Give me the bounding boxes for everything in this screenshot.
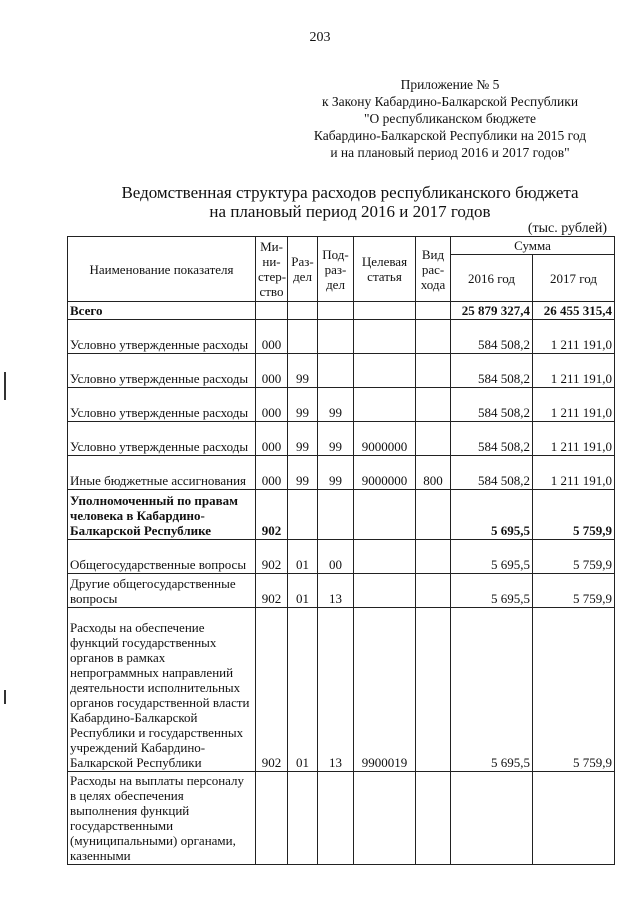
cell-subsection: 99: [318, 456, 354, 490]
cell-target: [354, 302, 416, 320]
cell-section: [288, 320, 318, 354]
table-row: [68, 574, 615, 608]
cell-name: Всего: [68, 302, 256, 320]
appendix-line: Приложение № 5: [400, 77, 500, 92]
table-row: [68, 354, 615, 388]
cell-name: Иные бюджетные ассигнования: [68, 456, 256, 490]
cell-name: Расходы на обеспечение функций государственных органов в рамках непрограммных направлений деятельности исполнительных органов государственной власти Кабардино-Балкарской Республики и государственных учреждений Кабардино-Балкарской Республики: [68, 608, 256, 772]
cell-name: Условно утвержденные расходы: [68, 422, 256, 456]
cell-name: Другие общегосударственные вопросы: [68, 574, 256, 608]
cell-y2016: 5 695,5: [451, 608, 533, 772]
header-section: Раз-дел: [288, 237, 318, 302]
cell-type: [416, 540, 451, 574]
table-row: [68, 456, 615, 490]
header-ministry: Ми-ни-стер-ство: [256, 237, 288, 302]
cell-ministry: 000: [256, 388, 288, 422]
cell-y2016: 584 508,2: [451, 320, 533, 354]
cell-y2017: 5 759,9: [533, 540, 615, 574]
cell-y2017: 1 211 191,0: [533, 320, 615, 354]
cell-y2016: 5 695,5: [451, 540, 533, 574]
cell-section: 01: [288, 608, 318, 772]
table-row: [68, 388, 615, 422]
header-name: Наименование показателя: [68, 237, 256, 302]
cell-y2017: 5 759,9: [533, 574, 615, 608]
units-label: (тыс. рублей): [527, 221, 607, 236]
cell-section: 01: [288, 574, 318, 608]
cell-type: 800: [416, 456, 451, 490]
cell-section: 99: [288, 456, 318, 490]
cell-type: [416, 320, 451, 354]
cell-name: Условно утвержденные расходы: [68, 354, 256, 388]
table-row: [68, 320, 615, 354]
cell-ministry: 902: [256, 574, 288, 608]
cell-subsection: 99: [318, 388, 354, 422]
cell-section: 99: [288, 388, 318, 422]
cell-ministry: 902: [256, 490, 288, 540]
cell-y2016: 584 508,2: [451, 422, 533, 456]
cell-y2017: 1 211 191,0: [533, 422, 615, 456]
title-line: на плановый период 2016 и 2017 годов: [209, 202, 491, 221]
cell-type: [416, 490, 451, 540]
cell-subsection: 99: [318, 422, 354, 456]
header-sum: Сумма: [451, 237, 615, 255]
cell-target: 9900019: [354, 608, 416, 772]
document-title: [0, 183, 640, 221]
cell-target: 9000000: [354, 456, 416, 490]
cell-subsection: 13: [318, 574, 354, 608]
cell-y2016: 584 508,2: [451, 388, 533, 422]
cell-subsection: [318, 490, 354, 540]
page-number: 203: [309, 30, 331, 45]
cell-ministry: 000: [256, 456, 288, 490]
appendix-line: и на плановый период 2016 и 2017 годов": [330, 145, 570, 160]
cell-y2017: 5 759,9: [533, 608, 615, 772]
cell-subsection: 13: [318, 608, 354, 772]
cell-y2017: 26 455 315,4: [533, 302, 615, 320]
cell-y2017: 1 211 191,0: [533, 456, 615, 490]
header-2016: 2016 год: [451, 255, 533, 302]
cell-target: [354, 320, 416, 354]
table-row: [68, 540, 615, 574]
scan-margin-mark: [4, 690, 6, 704]
cell-subsection: [318, 320, 354, 354]
cell-target: [354, 540, 416, 574]
cell-section: [288, 490, 318, 540]
cell-y2016: 5 695,5: [451, 574, 533, 608]
cell-type: [416, 574, 451, 608]
cell-target: [354, 354, 416, 388]
table-row: [68, 302, 615, 320]
cell-ministry: 902: [256, 608, 288, 772]
budget-table: [67, 236, 615, 865]
cell-section: [288, 772, 318, 865]
header-target: Целевая статья: [354, 237, 416, 302]
cell-type: [416, 388, 451, 422]
table-row: [68, 490, 615, 540]
cell-ministry: 902: [256, 540, 288, 574]
appendix-line: Кабардино-Балкарской Республики на 2015 год: [313, 128, 587, 143]
cell-type: [416, 354, 451, 388]
cell-subsection: [318, 302, 354, 320]
cell-target: [354, 772, 416, 865]
cell-y2016: 5 695,5: [451, 490, 533, 540]
appendix-line: к Закону Кабардино-Балкарской Республики: [321, 94, 579, 109]
table-row: [68, 422, 615, 456]
title-line: Ведомственная структура расходов республиканского бюджета: [121, 183, 579, 202]
cell-subsection: [318, 354, 354, 388]
cell-subsection: [318, 772, 354, 865]
table-row: [68, 772, 615, 865]
table-row: [68, 608, 615, 772]
cell-y2016: 25 879 327,4: [451, 302, 533, 320]
scan-margin-mark: [4, 372, 6, 400]
cell-target: 9000000: [354, 422, 416, 456]
cell-section: 99: [288, 354, 318, 388]
cell-y2017: 5 759,9: [533, 490, 615, 540]
cell-name: Условно утвержденные расходы: [68, 388, 256, 422]
cell-subsection: 00: [318, 540, 354, 574]
cell-ministry: 000: [256, 320, 288, 354]
cell-y2017: [533, 772, 615, 865]
cell-ministry: [256, 772, 288, 865]
cell-type: [416, 772, 451, 865]
appendix-reference: [300, 76, 600, 161]
header-subsection: Под-раз-дел: [318, 237, 354, 302]
cell-target: [354, 490, 416, 540]
cell-y2016: [451, 772, 533, 865]
cell-y2017: 1 211 191,0: [533, 388, 615, 422]
cell-ministry: [256, 302, 288, 320]
cell-target: [354, 388, 416, 422]
cell-ministry: 000: [256, 354, 288, 388]
cell-ministry: 000: [256, 422, 288, 456]
cell-type: [416, 608, 451, 772]
header-type: Вид рас-хода: [416, 237, 451, 302]
cell-y2016: 584 508,2: [451, 354, 533, 388]
cell-type: [416, 422, 451, 456]
cell-target: [354, 574, 416, 608]
cell-section: 99: [288, 422, 318, 456]
cell-name: Общегосударственные вопросы: [68, 540, 256, 574]
cell-name: Условно утвержденные расходы: [68, 320, 256, 354]
cell-type: [416, 302, 451, 320]
cell-section: [288, 302, 318, 320]
cell-y2016: 584 508,2: [451, 456, 533, 490]
cell-section: 01: [288, 540, 318, 574]
cell-y2017: 1 211 191,0: [533, 354, 615, 388]
header-2017: 2017 год: [533, 255, 615, 302]
cell-name: Уполномоченный по правам человека в Кабардино-Балкарской Республике: [68, 490, 256, 540]
cell-name: Расходы на выплаты персоналу в целях обеспечения выполнения функций государственными (муниципальными) органами, казенными: [68, 772, 256, 865]
appendix-line: "О республиканском бюджете: [363, 111, 536, 126]
